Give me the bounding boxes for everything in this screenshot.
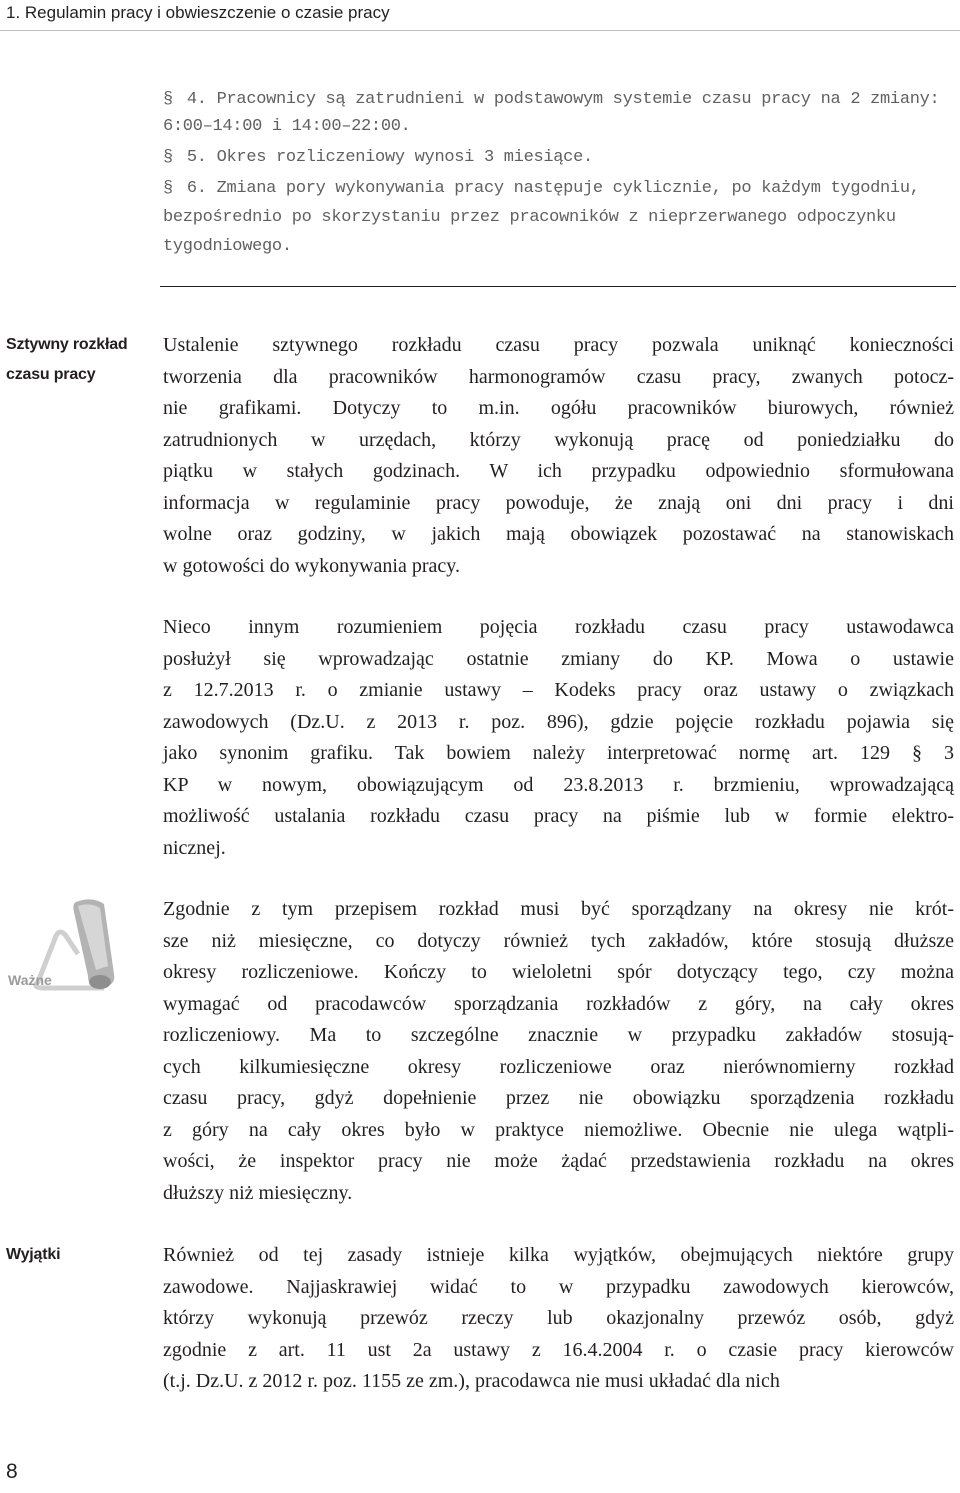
paragraph-line: okresy rozliczeniowe. Kończy to wieloletni spór dotyczący tego, czy można — [163, 961, 954, 983]
template-item-4-line-1: 4. Pracownicy są zatrudnieni w podstawowym systemie czasu pracy na 2 zmiany: — [186, 90, 940, 109]
paragraph-line: czasu pracy, gdyż dopełnienie przez nie obowiązku sporządzenia rozkładu — [163, 1087, 954, 1109]
paragraph-line: z góry na cały okres było w praktyce niemożliwe. Obecnie nie ulega wątpli- — [163, 1118, 954, 1141]
margin-label-line: Sztywny rozkład — [6, 336, 128, 353]
paragraph-line: Zgodnie z tym przepisem rozkład musi być sporządzany na okresy nie krót- — [163, 898, 954, 920]
paragraph-line: tworzenia dla pracowników harmonogramów czasu pracy, zwanych potocz- — [163, 365, 954, 388]
template-item-6-line-3: tygodniowego. — [163, 237, 292, 256]
paragraph-line: zawodowe. Najjaskrawiej widać to w przypadku zawodowych kierowców, — [163, 1275, 954, 1298]
paragraph-line: (t.j. Dz.U. z 2012 r. poz. 1155 ze zm.), pracodawca nie musi układać dla nich — [163, 1370, 780, 1392]
paragraph-wyjatki — [163, 1240, 954, 1398]
regulation-template-excerpt — [163, 84, 953, 262]
paragraph-line: cych kilkumiesięczne okresy rozliczeniowe oraz nierównomierny rozkład — [163, 1055, 954, 1078]
header-divider — [0, 30, 960, 31]
paragraph-line: możliwość ustalania rozkładu czasu pracy na piśmie lub w formie elektro- — [163, 805, 954, 827]
paragraph-line: wolne oraz godziny, w jakich mają obowiązek pozostawać na stanowiskach — [163, 523, 954, 545]
paragraph-line: zgodnie z art. 11 ust 2a ustawy z 16.4.2004 r. o czasie pracy kierowców — [163, 1338, 954, 1361]
paragraph-nieco-innym — [163, 612, 954, 864]
paragraph-line: informacja w regulaminie pracy powoduje, że znają oni dni pracy i dni — [163, 491, 954, 514]
paragraph-line: sze niż miesięczne, co dotyczy również tych zakładów, które stosują dłuższe — [163, 929, 954, 952]
template-item-5-text: 5. Okres rozliczeniowy wynosi 3 miesiące. — [186, 148, 593, 167]
paragraph-line: zawodowych (Dz.U. z 2013 r. poz. 896), gdzie pojęcie rozkładu pojawia się — [163, 710, 954, 733]
paragraph-zgodnie — [163, 894, 954, 1209]
paragraph-line: rozliczeniowy. Ma to szczególne znacznie w przypadku zakładów stosują- — [163, 1024, 954, 1046]
paragraph-line: nie grafikami. Dotyczy to m.in. ogółu pracowników biurowych, również — [163, 397, 954, 419]
template-item-4-line-2: 6:00–14:00 i 14:00–22:00. — [163, 117, 411, 136]
running-header — [0, 0, 960, 32]
section-symbol: § — [163, 179, 173, 198]
paragraph-line: zatrudnionych w urzędach, którzy wykonują pracę od poniedziałku do — [163, 428, 954, 451]
template-item-6-cont-2 — [163, 231, 953, 262]
paragraph-line: wymagać od pracodawców sporządzania rozkładów z góry, na cały okres — [163, 992, 954, 1015]
template-item-6-cont — [163, 202, 953, 233]
margin-label-wyjatki: Wyjątki — [6, 1246, 61, 1263]
template-item-6-line-1: 6. Zmiana pory wykonywania pracy następuje cyklicznie, po każdym tygodniu, — [186, 179, 920, 198]
template-end-divider — [160, 286, 956, 287]
template-item-6 — [163, 173, 953, 204]
paragraph-line: piątku w stałych godzinach. W ich przypadku odpowiednio sformułowana — [163, 460, 954, 482]
template-item-6-line-2: bezpośrednio po skorzystaniu przez pracowników z nieprzerwanego odpoczynku — [163, 208, 896, 227]
paragraph-line: wości, że inspektor pracy nie może żądać przedstawienia rozkładu na okres — [163, 1150, 954, 1172]
margin-label-line: czasu pracy — [6, 366, 96, 383]
page-number: 8 — [6, 1460, 18, 1483]
section-symbol: § — [163, 148, 173, 167]
paragraph-line: w gotowości do wykonywania pracy. — [163, 554, 460, 577]
paragraph-line: którzy wykonują przewóz rzeczy lub okazjonalny przewóz osób, gdyż — [163, 1307, 954, 1329]
wazne-label: Ważne — [8, 972, 52, 988]
paragraph-sztywny-rozklad — [163, 330, 954, 582]
template-item-4-cont — [163, 111, 953, 142]
margin-label-sztywny-rozklad — [6, 330, 127, 390]
paragraph-line: posłużył się wprowadzając ostatnie zmiany do KP. Mowa o ustawie — [163, 647, 954, 670]
paragraph-line: Ustalenie sztywnego rozkładu czasu pracy pozwala uniknąć konieczności — [163, 334, 954, 356]
section-symbol: § — [163, 90, 173, 109]
paragraph-line: nicznej. — [163, 836, 226, 859]
paragraph-line: KP w nowym, obowiązującym od 23.8.2013 r. brzmieniu, wprowadzającą — [163, 773, 954, 796]
paragraph-line: Również od tej zasady istnieje kilka wyjątków, obejmujących niektóre grupy — [163, 1244, 954, 1266]
paragraph-line: Nieco innym rozumieniem pojęcia rozkładu czasu pracy ustawodawca — [163, 616, 954, 638]
template-item-5 — [163, 142, 953, 173]
chapter-title: 1. Regulamin pracy i obwieszczenie o czasie pracy — [6, 3, 390, 22]
paragraph-line: jako synonim grafiku. Tak bowiem należy interpretować normę art. 129 § 3 — [163, 742, 954, 764]
paragraph-line: dłuższy niż miesięczny. — [163, 1181, 353, 1204]
paragraph-line: z 12.7.2013 r. o zmianie ustawy – Kodeks pracy oraz ustawy o związkach — [163, 679, 954, 701]
